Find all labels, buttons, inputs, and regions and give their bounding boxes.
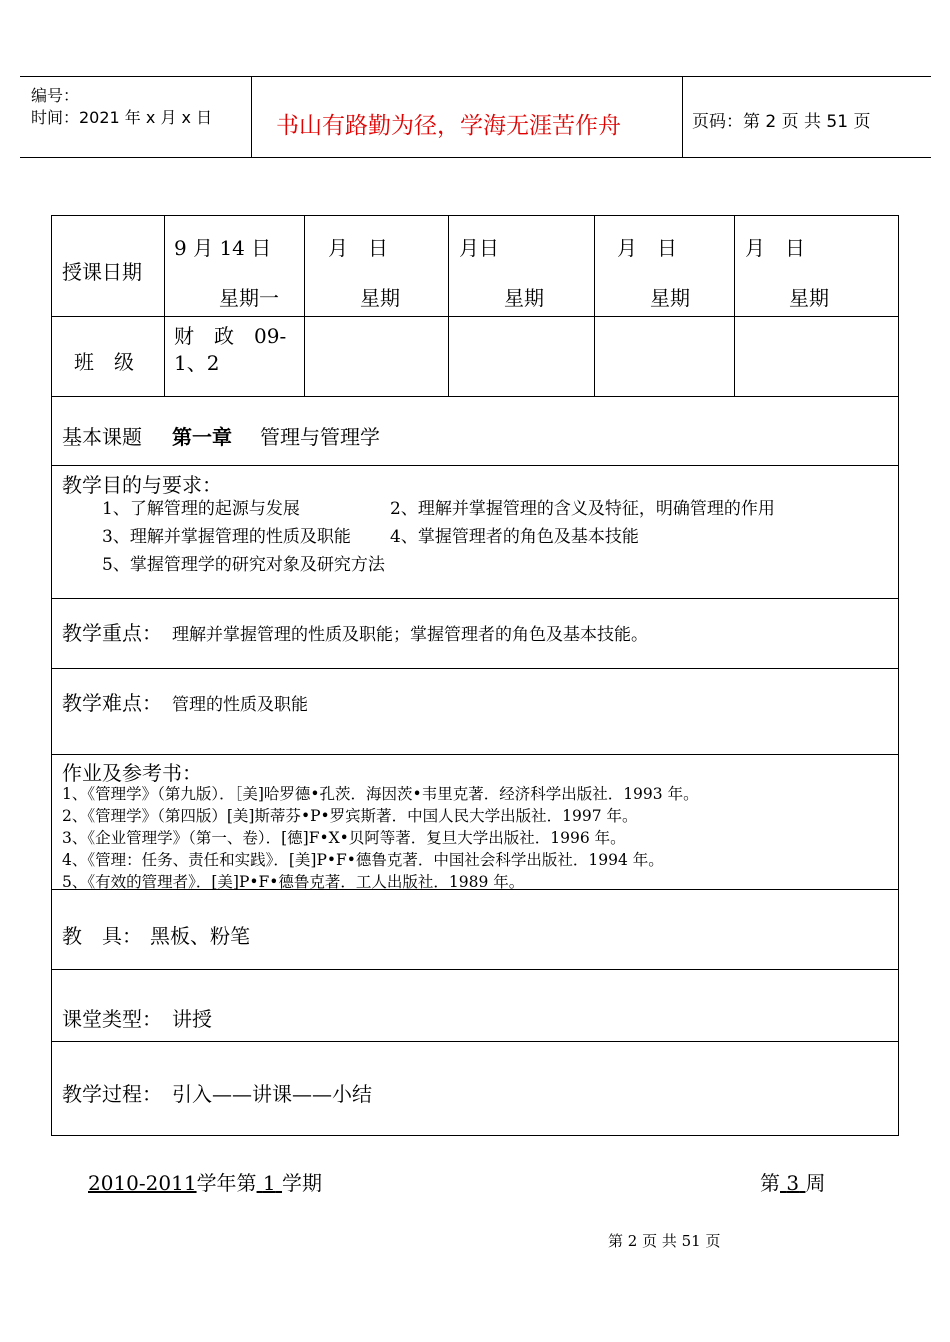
col1-weekday: 星期一 xyxy=(219,286,279,310)
objective-item: 2、理解并掌握管理的含义及特征，明确管理的作用 xyxy=(390,499,775,519)
references-heading: 作业及参考书： xyxy=(62,761,202,785)
column-divider xyxy=(734,216,735,396)
process-text: 引入——讲课——小结 xyxy=(172,1082,372,1106)
row-divider xyxy=(52,316,898,317)
term-suffix: 学期 xyxy=(282,1171,323,1195)
class-type-label: 课堂类型： xyxy=(62,1007,162,1031)
col4-date: 月 日 xyxy=(617,236,677,260)
class-value-line1: 财 政 09- xyxy=(174,324,287,348)
page-header xyxy=(20,76,931,158)
col3-weekday: 星期 xyxy=(504,286,544,310)
term-number: 1 xyxy=(262,1171,276,1195)
document-number: 编号： xyxy=(31,86,80,105)
topic-label: 基本课题 xyxy=(62,425,142,449)
reference-item: 1、《管理学》（第九版）．［美]哈罗德•孔茨．海因茨•韦里克著．经济科学出版社．1993 年。 xyxy=(62,785,699,803)
motto: 书山有路勤为径，学海无涯苦作舟 xyxy=(276,113,621,139)
difficulties-text: 管理的性质及职能 xyxy=(172,695,308,715)
week-prefix: 第 xyxy=(760,1171,780,1195)
column-divider xyxy=(448,216,449,396)
row-divider xyxy=(52,598,898,599)
objective-item: 4、掌握管理者的角色及基本技能 xyxy=(390,527,639,547)
row-divider xyxy=(52,969,898,970)
class-type-text: 讲授 xyxy=(172,1007,212,1031)
row-divider xyxy=(52,396,898,397)
col5-weekday: 星期 xyxy=(789,286,829,310)
objective-item: 1、了解管理的起源与发展 xyxy=(102,499,300,519)
document-time: 时间：2021 年 x 月 x 日 xyxy=(31,108,213,127)
header-page-number: 页码：第 2 页 共 51 页 xyxy=(692,112,871,132)
class-value-line2: 1、2 xyxy=(174,351,220,375)
col3-date: 月日 xyxy=(459,236,499,260)
objectives-heading: 教学目的与要求： xyxy=(62,473,222,497)
col1-date: 9 月 14 日 xyxy=(174,236,272,260)
col2-date: 月 日 xyxy=(328,236,388,260)
tools-text: 黑板、粉笔 xyxy=(150,924,250,948)
key-points-label: 教学重点： xyxy=(62,621,162,645)
row-divider xyxy=(52,1041,898,1042)
row-divider xyxy=(52,465,898,466)
header-info-cell xyxy=(20,77,252,157)
reference-item: 5、《有效的管理者》．[美]P•F•德鲁克著．工人出版社．1989 年。 xyxy=(62,873,525,891)
class-label: 班 级 xyxy=(74,350,134,374)
topic-title: 管理与管理学 xyxy=(260,425,380,449)
column-divider xyxy=(594,216,595,396)
term-line xyxy=(88,1167,322,1196)
week-line xyxy=(760,1167,825,1196)
objective-item: 5、掌握管理学的研究对象及研究方法 xyxy=(102,555,385,575)
week-number: 3 xyxy=(786,1171,800,1195)
page-footer-number: 第 2 页 共 51 页 xyxy=(608,1232,721,1250)
tools-label: 教 具： xyxy=(62,924,142,948)
reference-item: 4、《管理：任务、责任和实践》．[美]P•F•德鲁克著．中国社会科学出版社．1994 年。 xyxy=(62,851,664,869)
column-divider xyxy=(164,216,165,396)
topic-chapter: 第一章 xyxy=(172,425,232,449)
col4-weekday: 星期 xyxy=(650,286,690,310)
academic-year: 2010-2011 xyxy=(88,1171,197,1195)
process-label: 教学过程： xyxy=(62,1082,162,1106)
reference-item: 3、《企业管理学》（第一、卷）．[德]F•X•贝阿等著．复旦大学出版社．1996 年。 xyxy=(62,829,626,847)
date-label: 授课日期 xyxy=(62,260,142,284)
difficulties-label: 教学难点： xyxy=(62,691,162,715)
col5-date: 月 日 xyxy=(745,236,805,260)
year-suffix: 学年第 xyxy=(196,1171,257,1195)
header-motto-cell xyxy=(252,77,683,157)
objective-item: 3、理解并掌握管理的性质及职能 xyxy=(102,527,351,547)
column-divider xyxy=(304,216,305,396)
reference-item: 2、《管理学》（第四版）[美]斯蒂芬•P•罗宾斯著．中国人民大学出版社．1997 年。 xyxy=(62,807,638,825)
week-suffix: 周 xyxy=(805,1171,826,1195)
col2-weekday: 星期 xyxy=(360,286,400,310)
row-divider xyxy=(52,754,898,755)
row-divider xyxy=(52,668,898,669)
key-points-text: 理解并掌握管理的性质及职能；掌握管理者的角色及基本技能。 xyxy=(172,625,648,645)
lesson-plan-table xyxy=(51,215,899,1136)
